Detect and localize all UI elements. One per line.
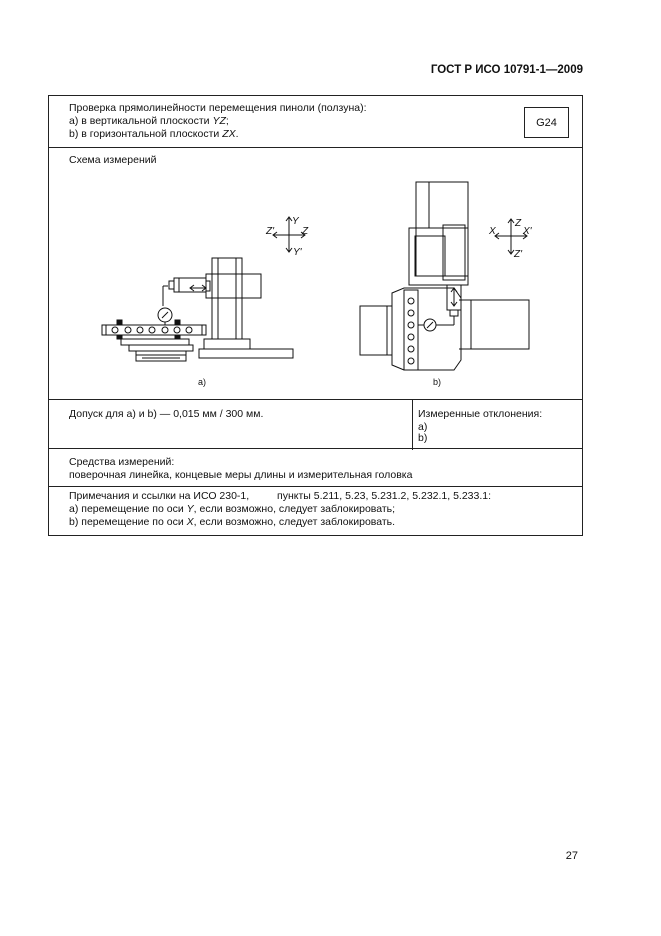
axis-a-up-label: Y bbox=[292, 216, 299, 227]
note-a bbox=[69, 503, 395, 516]
test-item-a-suffix: ; bbox=[225, 115, 229, 127]
measured-b: b) bbox=[418, 432, 428, 444]
test-code-box bbox=[524, 107, 569, 138]
note-b bbox=[69, 516, 395, 529]
measured-title: Измеренные отклонения: bbox=[418, 408, 543, 420]
test-item-a bbox=[69, 115, 229, 128]
tolerance-divider bbox=[412, 400, 413, 450]
figure-a-drawing bbox=[102, 258, 293, 361]
test-code: G24 bbox=[536, 116, 557, 129]
note-a-prefix: a) перемещение по оси bbox=[69, 503, 187, 515]
note-a-suffix: , если возможно, следует заблокировать; bbox=[193, 503, 396, 515]
figure-b-drawing bbox=[360, 182, 529, 370]
axis-b-left-label: X bbox=[489, 226, 496, 237]
test-item-b-prefix: b) в горизонтальной плоскости bbox=[69, 128, 223, 140]
test-item-b-plane: ZX bbox=[222, 128, 236, 140]
document-header: ГОСТ Р ИСО 10791-1—2009 bbox=[430, 64, 583, 76]
notes-title bbox=[69, 490, 491, 503]
measured-a: a) bbox=[418, 421, 428, 433]
axis-a-left-label: Z' bbox=[266, 226, 275, 237]
test-table bbox=[48, 95, 583, 536]
diagram-title: Схема измерений bbox=[69, 154, 157, 166]
measurement-scheme bbox=[49, 148, 582, 398]
figure-b-label: b) bbox=[433, 377, 442, 387]
instruments-text: поверочная линейка, концевые меры длины и измерительная головка bbox=[69, 469, 413, 481]
test-item-b-suffix: . bbox=[235, 128, 239, 140]
axis-b-up-label: Z bbox=[515, 218, 522, 229]
note-b-axis: X bbox=[186, 516, 194, 528]
notes-row bbox=[49, 487, 582, 537]
test-item-a-prefix: a) в вертикальной плоскости bbox=[69, 115, 213, 127]
test-item-b bbox=[69, 128, 239, 141]
test-title: Проверка прямолинейности перемещения пиноли (ползуна): bbox=[69, 102, 367, 114]
instruments-title: Средства измерений: bbox=[69, 456, 175, 468]
notes-title-points: пункты 5.211, 5.23, 5.231.2, 5.232.1, 5.233.1: bbox=[277, 490, 492, 502]
tolerance-row bbox=[49, 399, 582, 449]
tolerance-text: Допуск для a) и b) — 0,015 мм / 300 мм. bbox=[69, 408, 264, 420]
page-number: 27 bbox=[565, 850, 578, 862]
axis-b-down-label: Z' bbox=[514, 249, 523, 260]
axis-a-down-label: Y' bbox=[293, 247, 302, 258]
note-b-prefix: b) перемещение по оси bbox=[69, 516, 187, 528]
notes-title-prefix: Примечания и ссылки на ИСО 230-1, bbox=[69, 490, 250, 502]
figure-a-label: a) bbox=[198, 377, 207, 387]
test-title-row bbox=[49, 96, 582, 148]
axis-a-right-label: Z bbox=[302, 226, 309, 237]
note-b-suffix: , если возможно, следует заблокировать. bbox=[193, 516, 396, 528]
note-a-axis: Y bbox=[186, 503, 194, 515]
instruments-row bbox=[49, 448, 582, 487]
test-item-a-plane: YZ bbox=[212, 115, 226, 127]
axis-b-right-label: X' bbox=[523, 226, 532, 237]
